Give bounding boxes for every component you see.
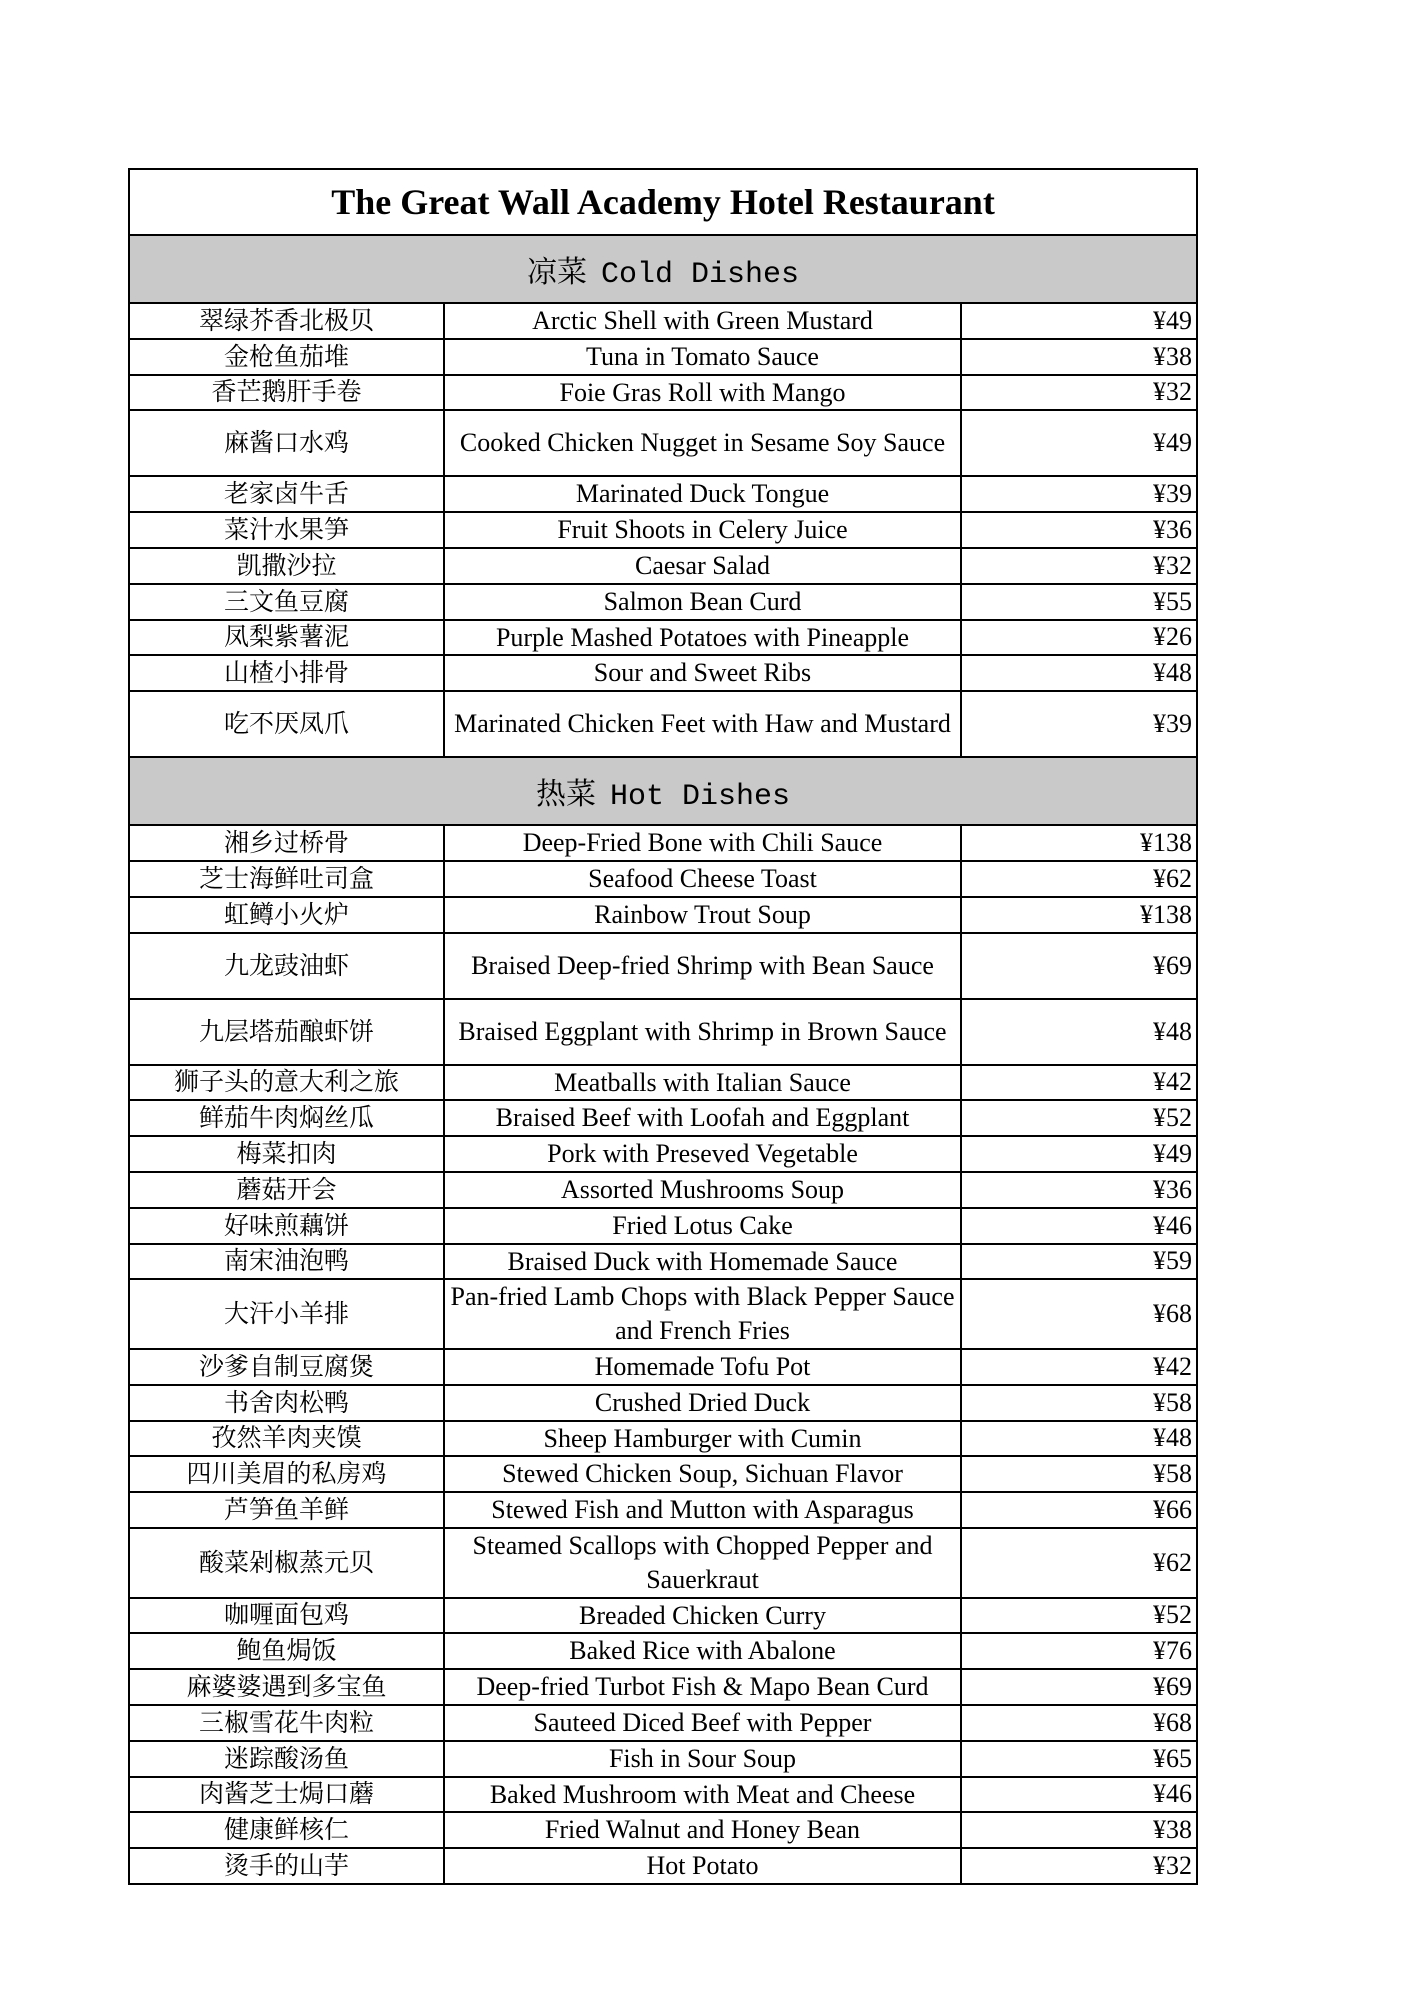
section-header-cold [129, 235, 1197, 303]
menu-row [129, 691, 1197, 757]
dish-price: ¥32 [961, 375, 1197, 411]
menu-row [129, 1528, 1197, 1598]
dish-name-en: Fried Walnut and Honey Bean [444, 1812, 961, 1848]
dish-name-en: Salmon Bean Curd [444, 584, 961, 620]
dish-price: ¥32 [961, 1848, 1197, 1884]
dish-price: ¥62 [961, 861, 1197, 897]
menu-row [129, 303, 1197, 339]
dish-name-en: Fish in Sour Soup [444, 1741, 961, 1777]
dish-name-zh: 孜然羊肉夹馍 [129, 1421, 444, 1457]
menu-row [129, 620, 1197, 656]
dish-name-en: Baked Mushroom with Meat and Cheese [444, 1777, 961, 1813]
menu-row [129, 1421, 1197, 1457]
dish-name-zh: 书舍肉松鸭 [129, 1385, 444, 1421]
dish-price: ¥52 [961, 1598, 1197, 1634]
dish-name-zh: 肉酱芝士焗口蘑 [129, 1777, 444, 1813]
dish-name-en: Hot Potato [444, 1848, 961, 1884]
dish-name-zh: 九层塔茄酿虾饼 [129, 999, 444, 1065]
dish-name-zh: 健康鲜核仁 [129, 1812, 444, 1848]
menu-row [129, 548, 1197, 584]
menu-row [129, 1633, 1197, 1669]
dish-name-en: Deep-Fried Bone with Chili Sauce [444, 825, 961, 861]
dish-price: ¥138 [961, 825, 1197, 861]
dish-price: ¥32 [961, 548, 1197, 584]
menu-row [129, 512, 1197, 548]
dish-name-zh: 狮子头的意大利之旅 [129, 1065, 444, 1101]
section-title-zh: 凉菜 [526, 254, 587, 290]
dish-price: ¥69 [961, 933, 1197, 999]
dish-name-zh: 鲍鱼焗饭 [129, 1633, 444, 1669]
dish-name-zh: 好味煎藕饼 [129, 1208, 444, 1244]
dish-name-en: Cooked Chicken Nugget in Sesame Soy Sauce [444, 410, 961, 476]
menu-row [129, 1777, 1197, 1813]
menu-row [129, 655, 1197, 691]
dish-name-zh: 四川美眉的私房鸡 [129, 1456, 444, 1492]
dish-price: ¥46 [961, 1777, 1197, 1813]
dish-price: ¥38 [961, 339, 1197, 375]
dish-price: ¥138 [961, 897, 1197, 933]
dish-name-en: Fried Lotus Cake [444, 1208, 961, 1244]
dish-name-zh: 蘑菇开会 [129, 1172, 444, 1208]
menu-row [129, 584, 1197, 620]
dish-price: ¥26 [961, 620, 1197, 656]
dish-name-en: Breaded Chicken Curry [444, 1598, 961, 1634]
menu-row [129, 1065, 1197, 1101]
dish-price: ¥46 [961, 1208, 1197, 1244]
menu-row [129, 1669, 1197, 1705]
dish-name-zh: 鲜茄牛肉焖丝瓜 [129, 1100, 444, 1136]
section-title-hot [129, 757, 1197, 825]
dish-price: ¥49 [961, 303, 1197, 339]
dish-name-en: Foie Gras Roll with Mango [444, 375, 961, 411]
menu-row [129, 1208, 1197, 1244]
dish-name-en: Stewed Fish and Mutton with Asparagus [444, 1492, 961, 1528]
dish-name-en: Crushed Dried Duck [444, 1385, 961, 1421]
menu-row [129, 1492, 1197, 1528]
menu-row [129, 476, 1197, 512]
dish-name-en: Braised Eggplant with Shrimp in Brown Sauce [444, 999, 961, 1065]
dish-name-zh: 凤梨紫薯泥 [129, 620, 444, 656]
dish-name-zh: 金枪鱼茄堆 [129, 339, 444, 375]
dish-name-en: Assorted Mushrooms Soup [444, 1172, 961, 1208]
menu-row [129, 933, 1197, 999]
dish-name-en: Purple Mashed Potatoes with Pineapple [444, 620, 961, 656]
dish-name-en: Pan-fried Lamb Chops with Black Pepper Sauce and French Fries [444, 1279, 961, 1349]
menu-row [129, 375, 1197, 411]
dish-price: ¥65 [961, 1741, 1197, 1777]
dish-name-en: Pork with Preseved Vegetable [444, 1136, 961, 1172]
dish-name-en: Marinated Chicken Feet with Haw and Mustard [444, 691, 961, 757]
menu-row [129, 897, 1197, 933]
menu-row [129, 339, 1197, 375]
dish-name-zh: 麻婆婆遇到多宝鱼 [129, 1669, 444, 1705]
dish-name-en: Caesar Salad [444, 548, 961, 584]
menu-row [129, 861, 1197, 897]
dish-price: ¥76 [961, 1633, 1197, 1669]
dish-name-zh: 老家卤牛舌 [129, 476, 444, 512]
dish-name-en: Braised Beef with Loofah and Eggplant [444, 1100, 961, 1136]
dish-name-en: Sheep Hamburger with Cumin [444, 1421, 961, 1457]
dish-price: ¥66 [961, 1492, 1197, 1528]
menu-row [129, 1172, 1197, 1208]
dish-name-zh: 大汗小羊排 [129, 1279, 444, 1349]
title-row [129, 169, 1197, 235]
dish-name-en: Fruit Shoots in Celery Juice [444, 512, 961, 548]
menu-row [129, 825, 1197, 861]
dish-price: ¥68 [961, 1279, 1197, 1349]
dish-name-zh: 菜汁水果笋 [129, 512, 444, 548]
dish-name-en: Deep-fried Turbot Fish & Mapo Bean Curd [444, 1669, 961, 1705]
dish-price: ¥39 [961, 476, 1197, 512]
dish-name-zh: 梅菜扣肉 [129, 1136, 444, 1172]
menu-row [129, 1848, 1197, 1884]
dish-name-en: Braised Deep-fried Shrimp with Bean Sauce [444, 933, 961, 999]
dish-price: ¥55 [961, 584, 1197, 620]
dish-price: ¥69 [961, 1669, 1197, 1705]
menu-row [129, 1349, 1197, 1385]
dish-name-en: Meatballs with Italian Sauce [444, 1065, 961, 1101]
dish-name-zh: 三文鱼豆腐 [129, 584, 444, 620]
dish-name-en: Baked Rice with Abalone [444, 1633, 961, 1669]
dish-name-zh: 九龙豉油虾 [129, 933, 444, 999]
menu-row [129, 1598, 1197, 1634]
dish-price: ¥42 [961, 1349, 1197, 1385]
dish-name-en: Arctic Shell with Green Mustard [444, 303, 961, 339]
dish-name-zh: 南宋油泡鸭 [129, 1244, 444, 1280]
dish-name-zh: 三椒雪花牛肉粒 [129, 1705, 444, 1741]
dish-name-en: Steamed Scallops with Chopped Pepper and Sauerkraut [444, 1528, 961, 1598]
menu-row [129, 1741, 1197, 1777]
dish-name-zh: 芦笋鱼羊鲜 [129, 1492, 444, 1528]
menu-row [129, 1812, 1197, 1848]
dish-name-zh: 沙爹自制豆腐煲 [129, 1349, 444, 1385]
dish-price: ¥49 [961, 410, 1197, 476]
menu-row [129, 1100, 1197, 1136]
menu-row [129, 999, 1197, 1065]
menu-row [129, 1279, 1197, 1349]
dish-name-zh: 迷踪酸汤鱼 [129, 1741, 444, 1777]
dish-price: ¥38 [961, 1812, 1197, 1848]
section-title-en: Hot Dishes [610, 779, 791, 814]
dish-name-zh: 虹鳟小火炉 [129, 897, 444, 933]
dish-name-zh: 凯撒沙拉 [129, 548, 444, 584]
menu-row [129, 1385, 1197, 1421]
section-title-cold [129, 235, 1197, 303]
dish-name-en: Rainbow Trout Soup [444, 897, 961, 933]
dish-name-en: Sour and Sweet Ribs [444, 655, 961, 691]
dish-name-zh: 烫手的山芋 [129, 1848, 444, 1884]
dish-name-en: Tuna in Tomato Sauce [444, 339, 961, 375]
dish-price: ¥39 [961, 691, 1197, 757]
dish-price: ¥36 [961, 1172, 1197, 1208]
dish-name-zh: 咖喱面包鸡 [129, 1598, 444, 1634]
menu-row [129, 1456, 1197, 1492]
dish-name-en: Homemade Tofu Pot [444, 1349, 961, 1385]
dish-name-zh: 酸菜剁椒蒸元贝 [129, 1528, 444, 1598]
dish-price: ¥49 [961, 1136, 1197, 1172]
menu-table [128, 168, 1198, 1885]
menu-row [129, 410, 1197, 476]
restaurant-title: The Great Wall Academy Hotel Restaurant [129, 169, 1197, 235]
menu-row [129, 1244, 1197, 1280]
dish-price: ¥52 [961, 1100, 1197, 1136]
dish-price: ¥59 [961, 1244, 1197, 1280]
dish-price: ¥68 [961, 1705, 1197, 1741]
dish-price: ¥58 [961, 1385, 1197, 1421]
dish-name-zh: 翠绿芥香北极贝 [129, 303, 444, 339]
section-title-zh: 热菜 [536, 776, 596, 812]
dish-price: ¥42 [961, 1065, 1197, 1101]
dish-name-en: Sauteed Diced Beef with Pepper [444, 1705, 961, 1741]
dish-price: ¥62 [961, 1528, 1197, 1598]
dish-name-zh: 山楂小排骨 [129, 655, 444, 691]
dish-name-zh: 吃不厌凤爪 [129, 691, 444, 757]
dish-name-en: Marinated Duck Tongue [444, 476, 961, 512]
menu-row [129, 1705, 1197, 1741]
dish-name-en: Seafood Cheese Toast [444, 861, 961, 897]
section-header-hot [129, 757, 1197, 825]
dish-price: ¥48 [961, 655, 1197, 691]
dish-name-zh: 麻酱口水鸡 [129, 410, 444, 476]
dish-name-zh: 芝士海鲜吐司盒 [129, 861, 444, 897]
dish-name-zh: 香芒鹅肝手卷 [129, 375, 444, 411]
dish-price: ¥36 [961, 512, 1197, 548]
dish-price: ¥48 [961, 999, 1197, 1065]
menu-row [129, 1136, 1197, 1172]
section-title-en: Cold Dishes [600, 257, 800, 292]
dish-price: ¥58 [961, 1456, 1197, 1492]
dish-name-en: Braised Duck with Homemade Sauce [444, 1244, 961, 1280]
dish-price: ¥48 [961, 1421, 1197, 1457]
dish-name-en: Stewed Chicken Soup, Sichuan Flavor [444, 1456, 961, 1492]
dish-name-zh: 湘乡过桥骨 [129, 825, 444, 861]
